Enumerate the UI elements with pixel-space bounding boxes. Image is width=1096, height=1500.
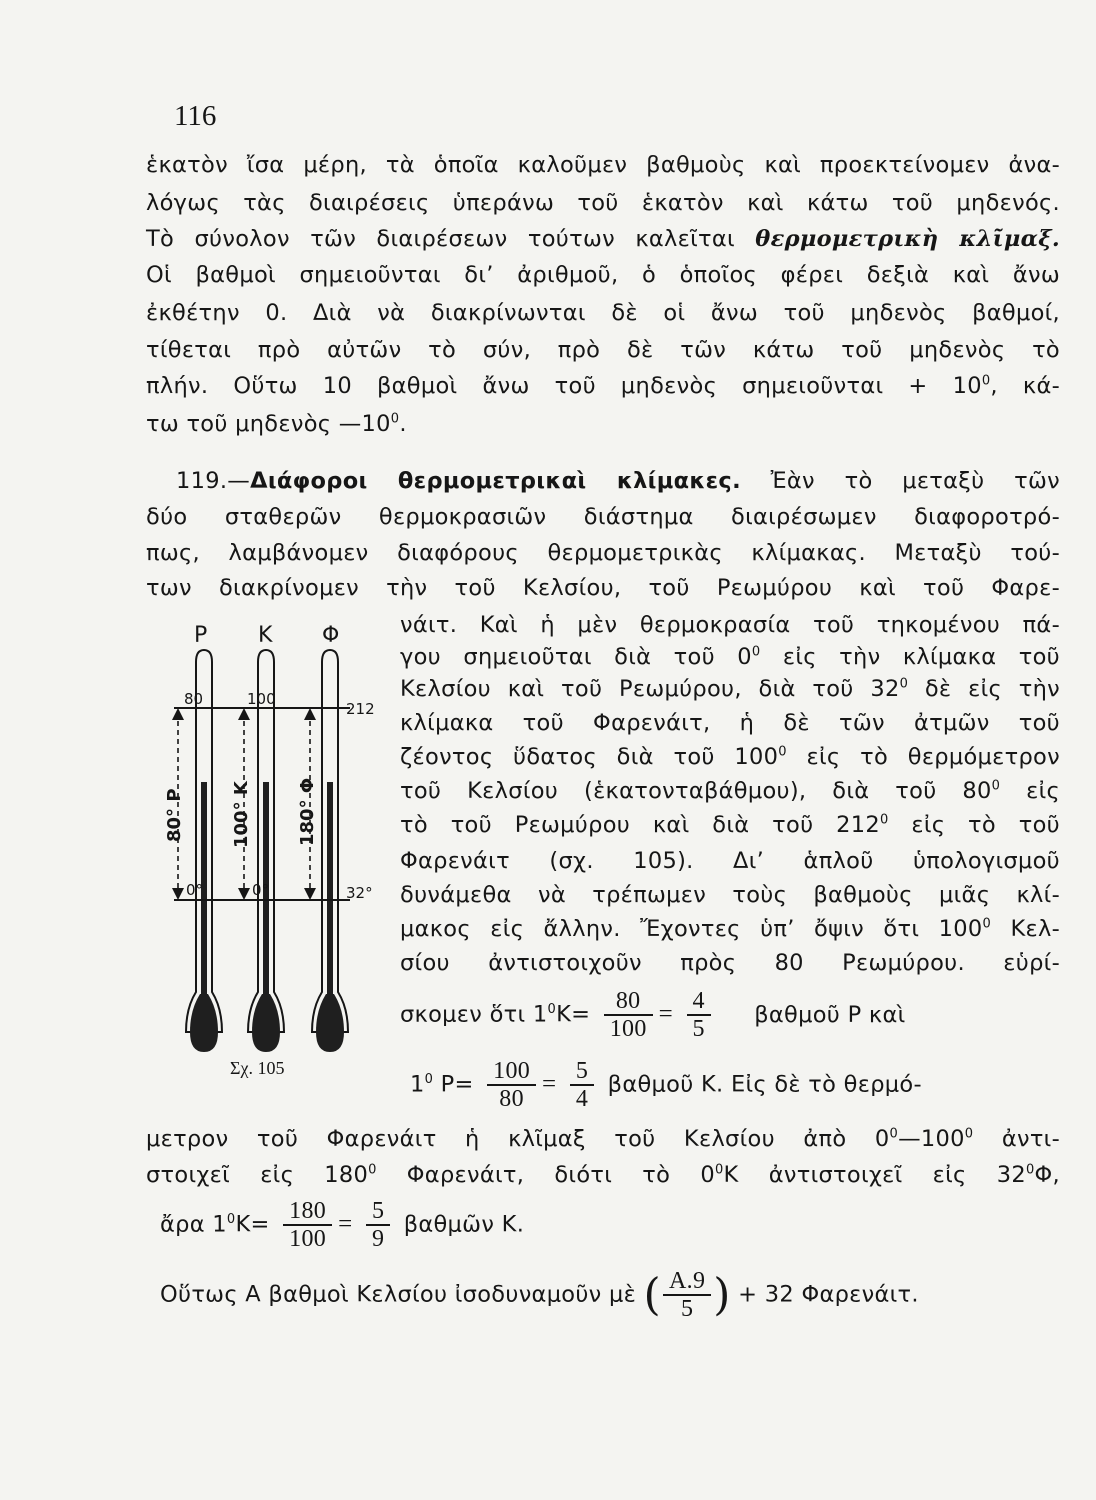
text-line: ζέοντος ὕδατος διὰ τοῦ $100^0$ εἰς τὸ θερμόμετρον xyxy=(400,744,1060,770)
text-line: δυνάμεθα νὰ τρέπωμεν τοὺς βαθμοὺς μιᾶς κλί- xyxy=(400,882,1060,908)
text-line: τίθεται πρὸ αὐτῶν τὸ σύν, πρὸ δὲ τῶν κάτω τοῦ μηδενὸς τὸ xyxy=(146,337,1060,363)
mark-fahrenheit-top: 212 xyxy=(346,700,375,718)
mark-celsius-top: 100 xyxy=(247,690,276,708)
fraction: $\frac{180}{100}$ xyxy=(283,1198,332,1252)
text-line: μετρον τοῦ Φαρενάιτ ἡ κλῖμαξ τοῦ Κελσίου ἀπὸ $0^0—100^0$ ἀντι- xyxy=(146,1126,1060,1152)
formula-line: $1^0$ Ρ= $\frac{100}{80}$ = $\frac{5}{4}$ βαθμοῦ Κ. Εἰς δὲ τὸ θερμό- xyxy=(410,1058,922,1112)
text-line: γου σημειοῦται διὰ τοῦ $0^0$ εἰς τὴν κλίμακα τοῦ xyxy=(400,644,1060,670)
label-celsius: Κ xyxy=(258,623,273,648)
text-line: δύο σταθερῶν θερμοκρασιῶν διάστημα διαιρέσωμεν διαφοροτρό- xyxy=(146,504,1060,530)
text-line: πως, λαμβάνομεν διαφόρους θερμομετρικὰς κλίμακας. Μεταξὺ τού- xyxy=(146,540,1060,566)
fraction: $\frac{4}{5}$ xyxy=(687,988,711,1042)
text-line: Τὸ σύνολον τῶν διαιρέσεων τούτων καλεῖται θερμομετρικὴ κλῖμαξ. xyxy=(146,226,1060,252)
fraction: $\frac{5}{4}$ xyxy=(570,1058,594,1112)
mercury-bulb xyxy=(252,994,280,1052)
text-line: λόγως τὰς διαιρέσεις ὑπεράνω τοῦ ἑκατὸν καὶ κάτω τοῦ μηδενός. xyxy=(146,190,1060,216)
text-line: νάιτ. Καὶ ἡ μὲν θερμοκρασία τοῦ τηκομένου πά- xyxy=(400,612,1060,638)
fraction: $\frac{5}{9}$ xyxy=(366,1198,390,1252)
mark-reaumur-top: 80 xyxy=(184,690,204,708)
mercury-bulb xyxy=(316,994,344,1052)
text-line: τὸ τοῦ Ρεωμύρου καὶ διὰ τοῦ $212^0$ εἰς τὸ τοῦ xyxy=(400,812,1060,838)
term-emphasis: θερμομετρικὴ κλῖμαξ. xyxy=(755,226,1060,252)
fraction: $\frac{80}{100}$ xyxy=(604,988,653,1042)
mark-celsius-bottom: 0° xyxy=(252,881,270,899)
span-fahrenheit: 180° Φ xyxy=(297,777,318,846)
text-line: πλήν. Οὕτω 10 βαθμοὶ ἄνω τοῦ μηδενὸς σημειοῦνται + $10^0$, κά- xyxy=(146,373,1061,399)
text-line: τοῦ Κελσίου (ἑκατονταβάθμου), διὰ τοῦ $80^0$ εἰς xyxy=(400,778,1060,804)
text-line: στοιχεῖ εἰς $180^0$ Φαρενάιτ, διότι τὸ $0^0K$ ἀντιστοιχεῖ εἰς $32^0\Phi$, xyxy=(146,1162,1060,1188)
section-heading: Διάφοροι θερμομετρικαὶ κλίμακες. xyxy=(250,468,741,494)
mark-fahrenheit-bottom: 32° xyxy=(346,884,373,902)
label-fahrenheit: Φ xyxy=(322,623,340,648)
text-line: κλίμακα τοῦ Φαρενάιτ, ἡ δὲ τῶν ἀτμῶν τοῦ xyxy=(400,710,1060,736)
mercury-column xyxy=(327,782,333,994)
fraction: $\frac{A.9}{5}$ xyxy=(663,1268,711,1322)
fraction: $\frac{100}{80}$ xyxy=(487,1058,536,1112)
text-line: Φαρενάιτ (σχ. 105). Δι’ ἁπλοῦ ὑπολογισμοῦ xyxy=(400,848,1060,874)
text-line: ἑκατὸν ἴσα μέρη, τὰ ὁποῖα καλοῦμεν βαθμοὺς καὶ προεκτείνομεν ἀνα- xyxy=(146,152,1060,178)
text-line: Οἱ βαθμοὶ σημειοῦνται δι’ ἀριθμοῦ, ὁ ὁποῖος φέρει δεξιὰ καὶ ἄνω xyxy=(146,262,1060,288)
text-line: Κελσίου καὶ τοῦ Ρεωμύρου, διὰ τοῦ $32^0$ δὲ εἰς τὴν xyxy=(400,676,1060,702)
span-reaumur: 80° Ρ xyxy=(164,788,185,842)
span-celsius: 100° Κ xyxy=(231,781,252,848)
mercury-bulb xyxy=(190,994,218,1052)
label-reaumur: Ρ xyxy=(194,623,208,648)
section-heading-line: 119.—Διάφοροι θερμομετρικαὶ κλίμακες. Ἐὰν τὸ μεταξὺ τῶν xyxy=(176,468,1060,494)
mark-reaumur-bottom: 0° xyxy=(186,881,204,899)
text-line: μακος εἰς ἄλλην. Ἔχοντες ὑπ’ ὄψιν ὅτι $100^0$ Κελ- xyxy=(400,916,1060,942)
page-number: 116 xyxy=(174,100,217,132)
formula-line: σκομεν ὅτι $1^0K=$ $\frac{80}{100}$ = $\frac{4}{5}$ βαθμοῦ Ρ καὶ xyxy=(400,988,906,1042)
formula-line: Οὕτως Α βαθμοὶ Κελσίου ἰσοδυναμοῦν μὲ ( $\frac{A.9}{5}$ ) + 32 Φαρενάιτ. xyxy=(160,1268,919,1322)
formula-line: ἄρα $1^0K=$ $\frac{180}{100}$ = $\frac{5}{9}$ βαθμῶν Κ. xyxy=(160,1198,525,1252)
thermometer-figure xyxy=(150,612,400,1092)
text-line: σίου ἀντιστοιχοῦν πρὸς 80 Ρεωμύρου. εὑρί- xyxy=(400,950,1060,976)
text-line: των διακρίνομεν τὴν τοῦ Κελσίου, τοῦ Ρεωμύρου καὶ τοῦ Φαρε- xyxy=(146,575,1060,601)
figure-caption: Σχ. 105 xyxy=(230,1058,285,1078)
text-line: ἐκθέτην 0. Διὰ νὰ διακρίνωνται δὲ οἱ ἄνω τοῦ μηδενὸς βαθμοί, xyxy=(146,300,1060,326)
text-line: τω τοῦ μηδενὸς $—10^0$. xyxy=(146,411,407,437)
